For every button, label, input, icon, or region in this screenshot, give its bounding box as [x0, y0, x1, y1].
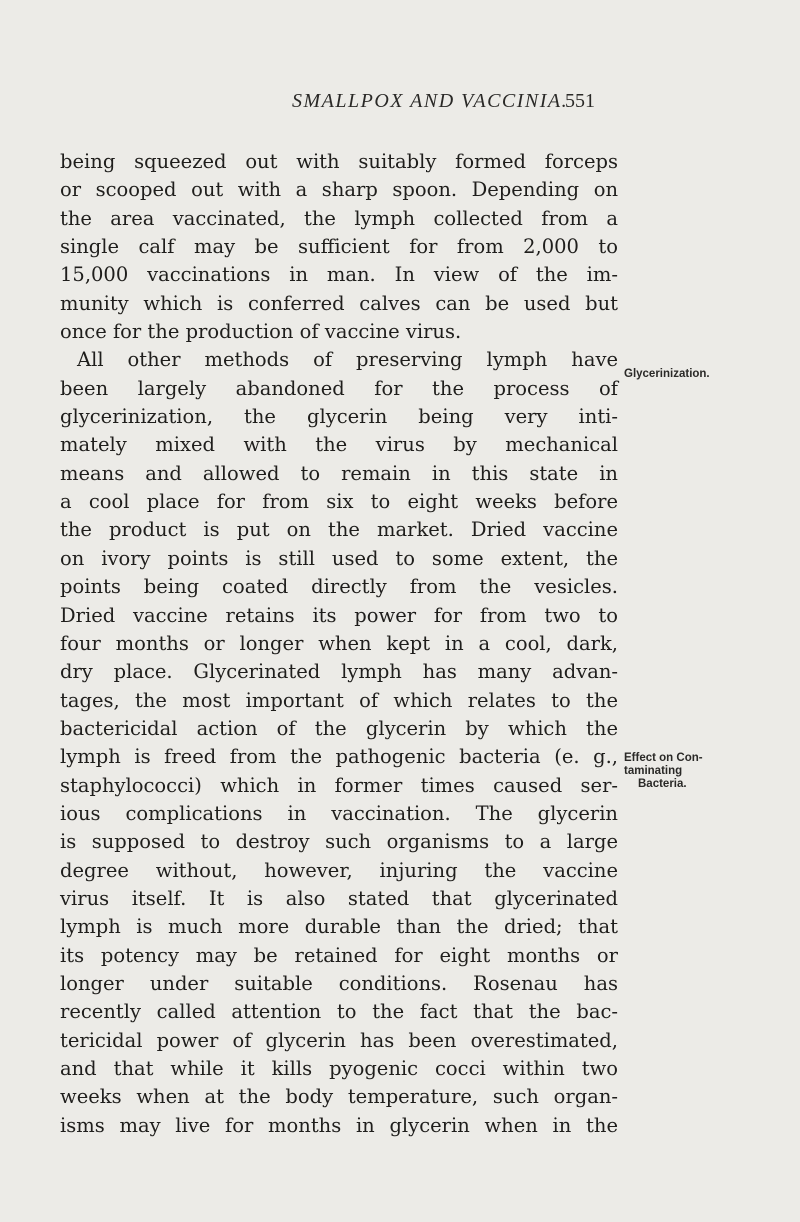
sidenote-glycerinization [624, 368, 794, 381]
text-line: and that while it kills pyogenic cocci within two [60, 1057, 618, 1080]
text-line: its potency may be retained for eight months or [60, 943, 618, 967]
text-line: tages, the most important of which relates to the [60, 688, 618, 712]
text-line: is supposed to destroy such organisms to a large [60, 830, 618, 854]
text-line: a cool place for from six to eight weeks before [60, 490, 618, 514]
text-line: once for the production of vaccine virus. [60, 320, 462, 344]
page-number: 551 [565, 90, 595, 112]
text-line: recently called attention to the fact that the bac- [60, 1000, 618, 1024]
text-line: munity which is conferred calves can be used but [60, 291, 618, 315]
sidenote-text: Glycerinization. [624, 368, 710, 380]
text-line: dry place. Glycerinated lymph has many advan- [60, 660, 618, 684]
text-line: or scooped out with a sharp spoon. Depending on [60, 178, 618, 202]
sidenote-text: Effect on Con- [624, 752, 703, 764]
sidenote-text: Bacteria. [638, 778, 687, 790]
text-line: mately mixed with the virus by mechanical [60, 433, 618, 457]
text-line: tericidal power of glycerin has been overestimated, [60, 1028, 618, 1052]
text-line: virus itself. It is also stated that glycerinated [60, 886, 618, 910]
text-line: isms may live for months in glycerin when in the [60, 1113, 618, 1137]
running-head [0, 90, 800, 120]
text-line: lymph is freed from the pathogenic bacteria (e. g., [60, 745, 618, 769]
text-line: ious complications in vaccination. The glycerin [60, 801, 618, 825]
text-line: lymph is much more durable than the dried; that [60, 915, 618, 939]
text-line: been largely abandoned for the process of [60, 376, 618, 400]
text-line: All other methods of preserving lymph have [77, 348, 618, 372]
text-line: longer under suitable conditions. Rosenau has [60, 971, 618, 995]
text-line: points being coated directly from the vesicles. [60, 575, 618, 599]
text-line: single calf may be sufficient for from 2,000 to [60, 235, 618, 259]
text-line: Dried vaccine retains its power for from two to [60, 603, 618, 627]
text-line: four months or longer when kept in a cool, dark, [60, 631, 618, 655]
text-line: 15,000 vaccinations in man. In view of the im- [60, 263, 618, 287]
text-line: means and allowed to remain in this state in [60, 461, 618, 485]
sidenote-text: taminating [624, 765, 683, 777]
text-line: weeks when at the body temperature, such organ- [60, 1085, 618, 1109]
text-line: the product is put on the market. Dried vaccine [60, 518, 618, 542]
body-text [60, 148, 618, 1140]
text-line: bactericidal action of the glycerin by which the [60, 716, 618, 740]
text-line: staphylococci) which in former times caused ser- [60, 773, 618, 797]
text-line: the area vaccinated, the lymph collected from a [60, 206, 618, 230]
text-line: on ivory points is still used to some extent, the [60, 546, 618, 570]
running-title: SMALLPOX AND VACCINIA. [292, 90, 569, 112]
sidenote-effect-on-bacteria [624, 752, 794, 791]
text-line: degree without, however, injuring the vaccine [60, 858, 618, 882]
text-line: glycerinization, the glycerin being very inti- [60, 405, 618, 429]
text-line: being squeezed out with suitably formed forceps [60, 150, 618, 173]
